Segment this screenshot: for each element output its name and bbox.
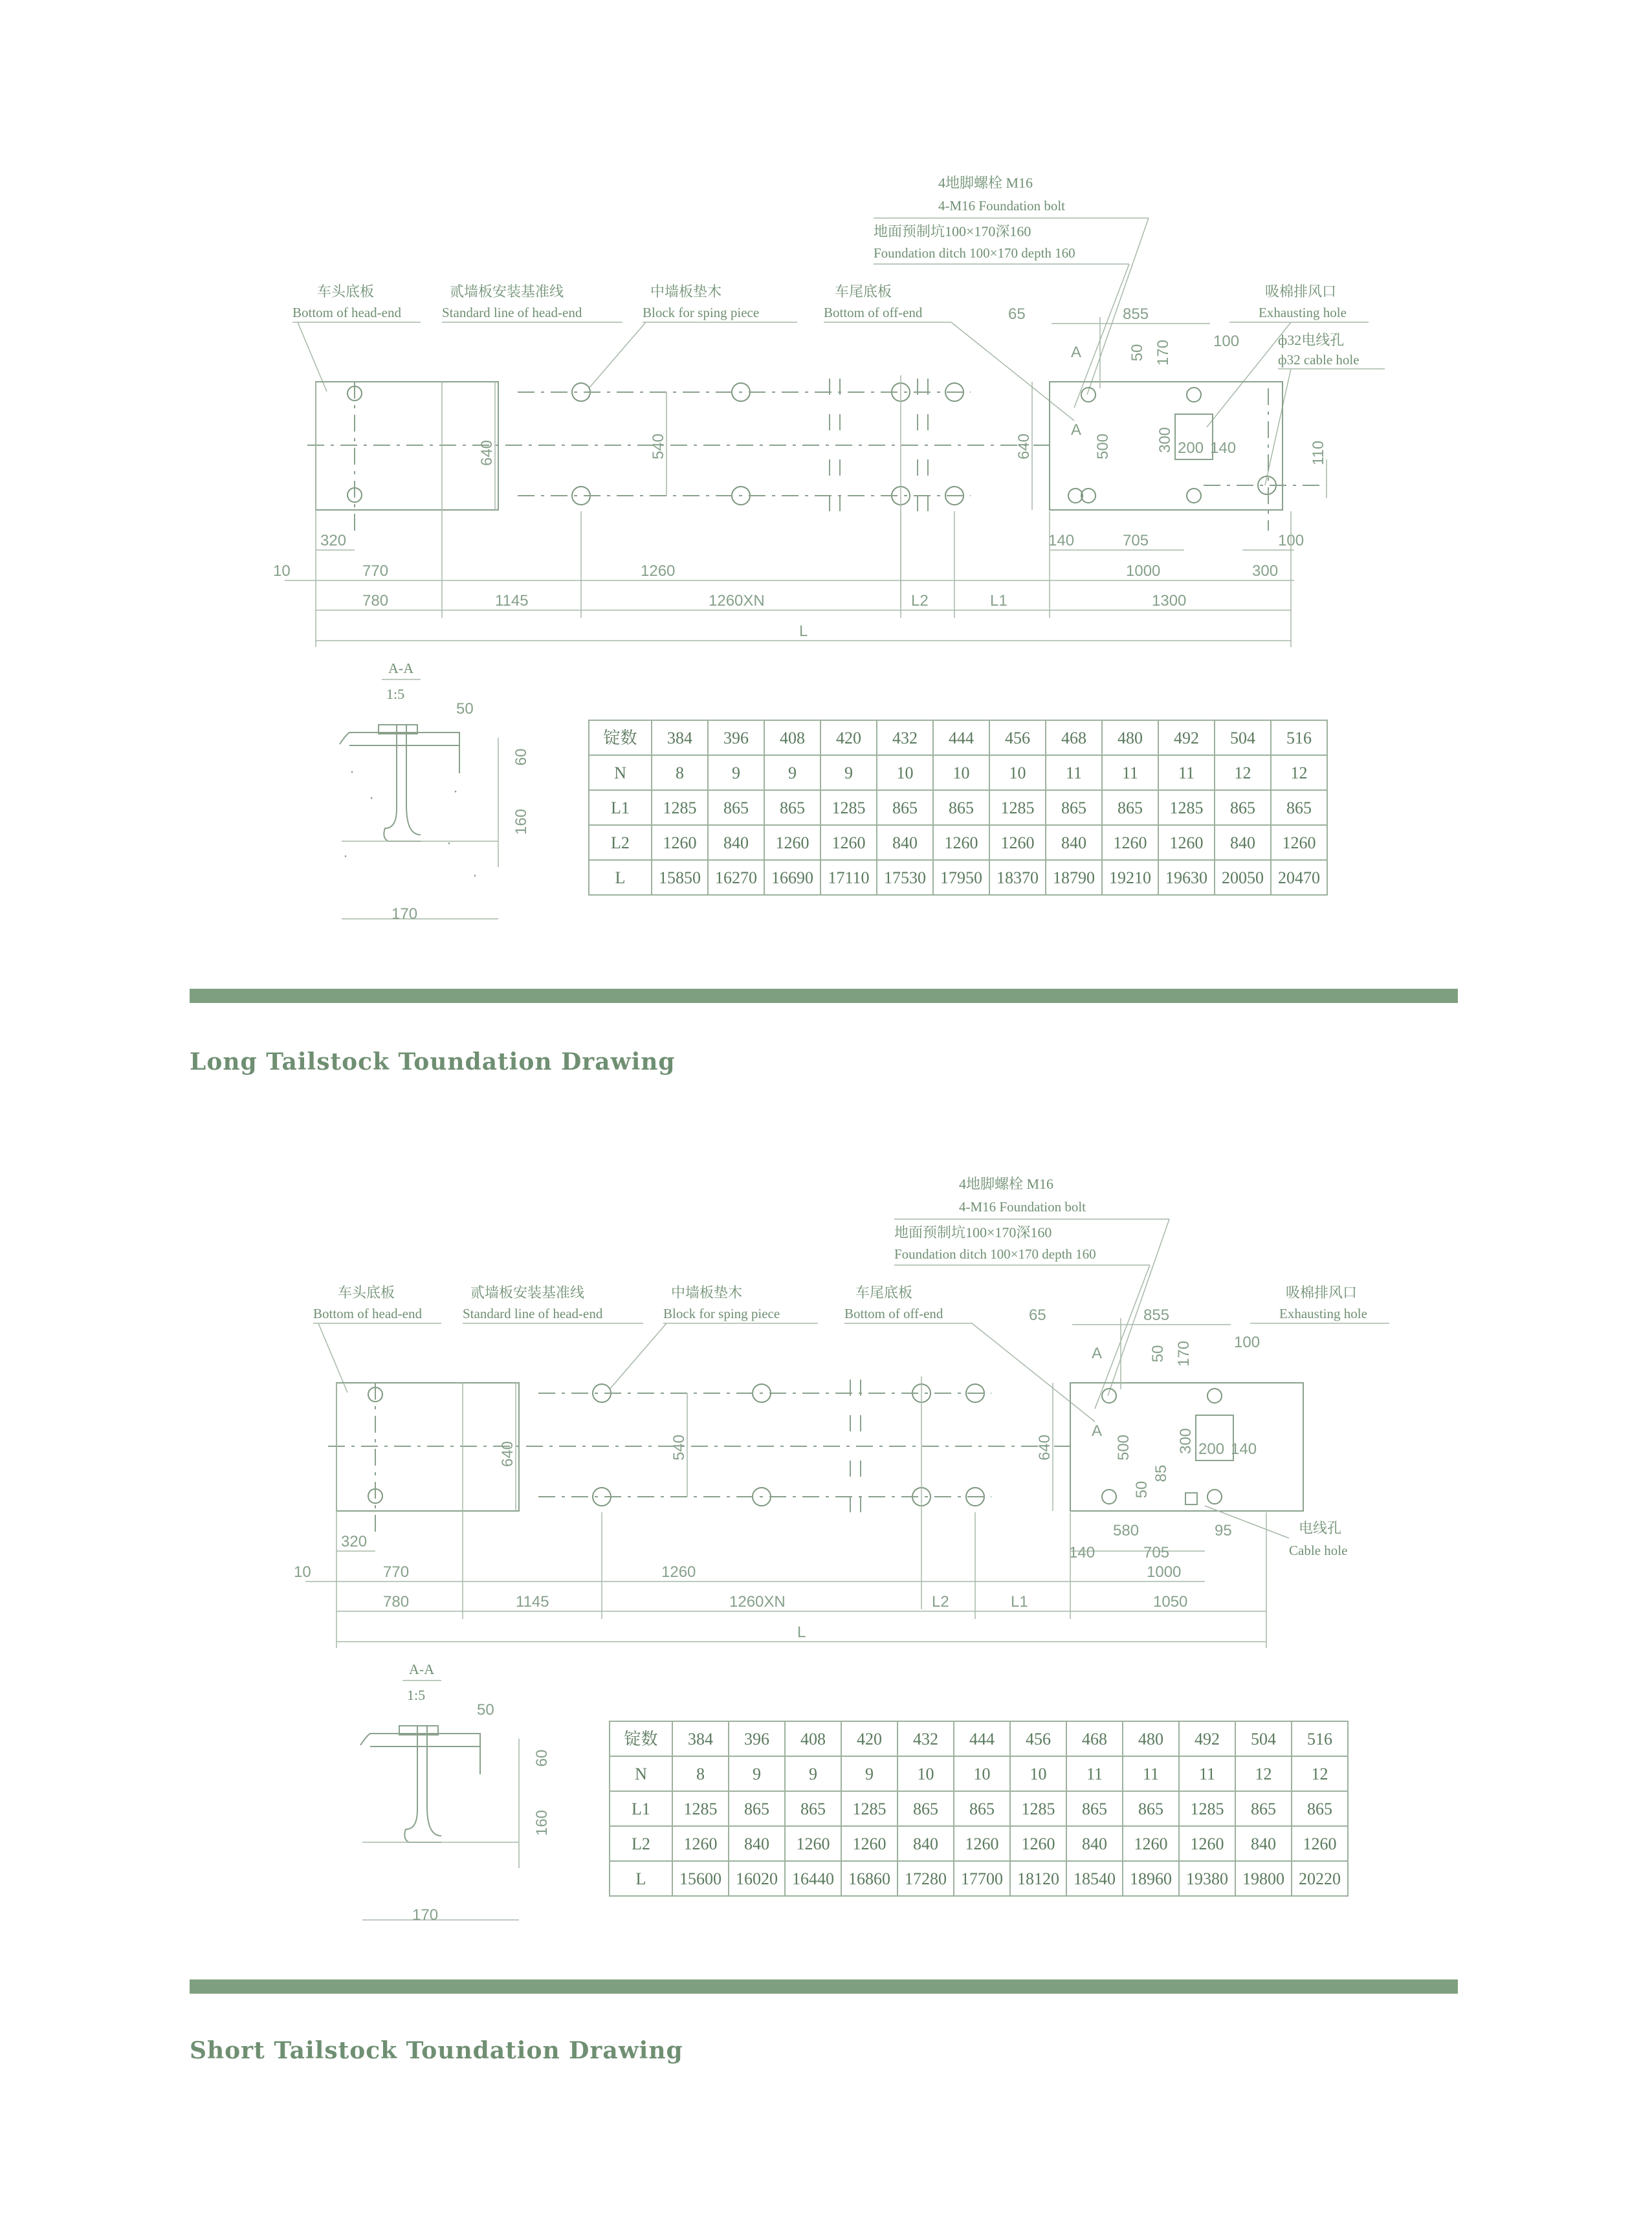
block-label-cn: 中墙板垫木 (650, 283, 722, 300)
table-row-header: 锭数 (624, 1730, 658, 1748)
dim-1260xn: 1260XN (729, 1593, 786, 1611)
long-section-view (340, 660, 530, 923)
table-cell: 18790 (1053, 868, 1095, 887)
table-cell: 865 (1307, 1800, 1332, 1818)
dim-l2: L2 (911, 592, 929, 610)
table-cell: 384 (688, 1730, 713, 1748)
table-cell: 11 (1178, 764, 1195, 782)
table-cell: 516 (1307, 1730, 1332, 1748)
table-cell: 456 (1026, 1730, 1051, 1748)
exh-label-cn: 吸棉排风口 (1265, 283, 1337, 300)
dim-1000: 1000 (1126, 562, 1161, 580)
section-divider-bar (190, 989, 1458, 1003)
table-cell: 420 (836, 729, 861, 747)
dim-705: 705 (1143, 1544, 1170, 1561)
table-cell: 840 (1082, 1835, 1107, 1853)
table-row-header: N (614, 764, 626, 782)
std-label-cn: 贰墙板安装基准线 (470, 1284, 585, 1301)
head-leader-diag (298, 322, 327, 391)
dim-770: 770 (362, 562, 389, 580)
section-scale: 1:5 (407, 1687, 426, 1703)
dim-170: 170 (1175, 1340, 1193, 1367)
table-cell: 18120 (1017, 1869, 1059, 1888)
table-cell: 865 (1251, 1800, 1276, 1818)
table-cell: 1260 (663, 833, 697, 852)
dim-50b: 50 (1133, 1481, 1151, 1499)
table-cell: 1260 (1113, 833, 1147, 852)
dim-500: 500 (1094, 433, 1112, 460)
dim-65: 65 (1029, 1306, 1046, 1324)
dim-l2: L2 (932, 1593, 949, 1611)
head-label-cn: 车头底板 (338, 1284, 395, 1301)
table-cell: 19210 (1109, 868, 1151, 887)
table-cell: 15850 (659, 868, 701, 887)
dim-640: 640 (478, 439, 496, 467)
section-divider-bar (190, 1979, 1458, 1994)
table-cell: 420 (857, 1730, 882, 1748)
dim-1260xn: 1260XN (709, 592, 765, 610)
dim-640-off: 640 (1036, 1434, 1053, 1461)
off-leader-diag (951, 322, 1074, 421)
table-cell: 16020 (736, 1869, 778, 1888)
dim-300b: 300 (1252, 562, 1279, 580)
table-cell: 9 (732, 764, 740, 782)
table-cell: 19380 (1186, 1869, 1228, 1888)
table-cell: 1285 (1190, 1800, 1224, 1818)
table-cell: 468 (1061, 729, 1086, 747)
section-d60: 60 (512, 748, 530, 766)
dim-640: 640 (499, 1440, 516, 1468)
table-cell: 20220 (1299, 1869, 1341, 1888)
table-cell: 10 (1009, 764, 1026, 782)
section-d170: 170 (412, 1906, 439, 1924)
dim-last: 1050 (1153, 1593, 1188, 1611)
table-cell: 12 (1234, 764, 1251, 782)
table-cell: 9 (809, 1765, 817, 1783)
dim-140a: 140 (1210, 439, 1237, 457)
table-cell: 468 (1082, 1730, 1107, 1748)
mark-a2: A (1071, 421, 1082, 439)
dim-140a: 140 (1231, 1440, 1257, 1458)
dim-855: 855 (1143, 1306, 1170, 1324)
std-label-cn: 贰墙板安装基准线 (450, 283, 564, 300)
table-cell: 18540 (1074, 1869, 1116, 1888)
table-cell: 840 (744, 1835, 769, 1853)
table-cell: 1260 (1190, 1835, 1224, 1853)
bolt-label-cn: 4地脚螺栓 M16 (938, 175, 1033, 191)
off-label-en: Bottom of off-end (844, 1306, 943, 1321)
table-cell: 865 (780, 799, 805, 817)
table-cell: 480 (1138, 1730, 1163, 1748)
table-cell: 865 (1082, 1800, 1107, 1818)
svg-text:·: · (369, 789, 374, 806)
table-cell: 444 (969, 1730, 995, 1748)
table-cell: 1285 (852, 1800, 887, 1818)
table-cell: 10 (917, 1765, 934, 1783)
exh-label-en: Exhausting hole (1279, 1306, 1367, 1321)
dim-320: 320 (320, 532, 347, 549)
mark-a2: A (1092, 1422, 1103, 1440)
table-cell: 865 (1286, 799, 1312, 817)
dim-170: 170 (1154, 339, 1172, 366)
dim-300: 300 (1156, 426, 1174, 454)
table-cell: 865 (892, 799, 918, 817)
dim-1000: 1000 (1147, 1563, 1182, 1581)
dim-1260: 1260 (641, 562, 676, 580)
ditch-label-cn: 地面预制坑100×170深160 (874, 223, 1031, 239)
table-row-header: L1 (632, 1800, 650, 1818)
table-cell: 11 (1121, 764, 1139, 782)
short-tailstock-plan (294, 1176, 1389, 1648)
table-cell: 1260 (1169, 833, 1204, 852)
table-cell: 1260 (775, 833, 809, 852)
dim-640-off: 640 (1015, 433, 1033, 460)
table-cell: 16690 (771, 868, 813, 887)
table-cell: 840 (892, 833, 918, 852)
section-d160: 160 (533, 1809, 551, 1836)
bolt-hole (1081, 489, 1096, 503)
table-cell: 12 (1255, 1765, 1272, 1783)
long-tailstock-caption: Long Tailstock Toundation Drawing (190, 1048, 676, 1075)
dim-1145: 1145 (495, 592, 529, 610)
table-cell: 432 (913, 1730, 938, 1748)
ditch-label-cn: 地面预制坑100×170深160 (894, 1224, 1052, 1240)
dim-140b: 140 (1048, 532, 1075, 549)
table-cell: 432 (892, 729, 918, 747)
dim-1260: 1260 (661, 1563, 696, 1581)
table-cell: 480 (1118, 729, 1143, 747)
table-row-header: L (635, 1869, 646, 1888)
dim-540: 540 (670, 1434, 688, 1461)
table-cell: 1285 (683, 1800, 718, 1818)
table-row-header: L2 (632, 1835, 650, 1853)
table-cell: 504 (1251, 1730, 1276, 1748)
exh-label-en: Exhausting hole (1259, 305, 1347, 320)
table-cell: 17700 (961, 1869, 1003, 1888)
table-cell: 396 (744, 1730, 769, 1748)
cable-label-en: ф32 cable hole (1278, 352, 1360, 368)
bolt-label-en: 4-M16 Foundation bolt (959, 1199, 1086, 1215)
table-cell: 865 (949, 799, 974, 817)
table-cell: 840 (1230, 833, 1255, 852)
table-cell: 1260 (796, 1835, 830, 1853)
dim-500: 500 (1115, 1434, 1132, 1461)
table-cell: 1260 (1134, 1835, 1168, 1853)
ditch-label-en: Foundation ditch 100×170 depth 160 (874, 245, 1075, 261)
section-d170: 170 (391, 905, 418, 923)
table-cell: 384 (667, 729, 692, 747)
table-cell: 9 (788, 764, 797, 782)
head-label-en: Bottom of head-end (313, 1306, 422, 1321)
table-cell: 17530 (884, 868, 926, 887)
dim-100a: 100 (1234, 1334, 1261, 1351)
off-label-cn: 车尾底板 (835, 283, 892, 300)
table-cell: 456 (1005, 729, 1030, 747)
table-cell: 12 (1290, 764, 1308, 782)
cable-label-cn: 电线孔 (1299, 1520, 1342, 1536)
table-cell: 492 (1174, 729, 1199, 747)
section-d160: 160 (512, 808, 530, 835)
dim-320: 320 (341, 1533, 368, 1550)
table-cell: 10 (896, 764, 914, 782)
off-label-en: Bottom of off-end (824, 305, 923, 320)
short-tailstock-caption: Short Tailstock Toundation Drawing (190, 2037, 683, 2064)
table-cell: 1260 (683, 1835, 718, 1853)
table-cell: 504 (1230, 729, 1255, 747)
table-cell: 840 (723, 833, 749, 852)
dim-540: 540 (650, 433, 667, 460)
table-cell: 1285 (832, 799, 866, 817)
cable-label-cn: ф32电线孔 (1278, 332, 1345, 348)
dim-705: 705 (1123, 532, 1149, 549)
dim-total-l: L (799, 623, 808, 640)
table-cell: 17280 (905, 1869, 947, 1888)
dim-65: 65 (1008, 305, 1026, 323)
table-cell: 1260 (944, 833, 978, 852)
table-cell: 11 (1086, 1765, 1103, 1783)
table-cell: 865 (913, 1800, 938, 1818)
table-cell: 1260 (965, 1835, 999, 1853)
table-cell: 840 (1251, 1835, 1276, 1853)
section-title: A-A (409, 1661, 435, 1677)
table-cell: 19800 (1242, 1869, 1284, 1888)
dim-100b: 100 (1278, 532, 1305, 549)
section-d50: 50 (456, 700, 474, 718)
table-cell: 1285 (1021, 1800, 1055, 1818)
table-cell: 16860 (848, 1869, 890, 1888)
table-cell: 1285 (1000, 799, 1035, 817)
table-cell: 840 (913, 1835, 938, 1853)
table-cell: 11 (1065, 764, 1083, 782)
std-label-en: Standard line of head-end (442, 305, 582, 320)
short-section-view (360, 1661, 551, 1924)
table-row-header: L2 (611, 833, 630, 852)
table-cell: 1260 (1000, 833, 1035, 852)
svg-text:·: · (472, 866, 478, 884)
table-cell: 444 (949, 729, 974, 747)
exh-label-cn: 吸棉排风口 (1286, 1284, 1358, 1301)
table-cell: 1260 (1303, 1835, 1337, 1853)
dim-50: 50 (1149, 1345, 1167, 1363)
dim-110: 110 (1310, 440, 1327, 466)
bolt-label-en: 4-M16 Foundation bolt (938, 198, 1066, 214)
dim-200: 200 (1198, 1440, 1225, 1458)
mark-a1: A (1092, 1345, 1103, 1362)
block-label-en: Block for sping piece (643, 305, 760, 320)
dim-10: 10 (294, 1563, 311, 1581)
table-cell: 9 (753, 1765, 761, 1783)
table-cell: 865 (1138, 1800, 1163, 1818)
table-cell: 18370 (997, 868, 1039, 887)
table-cell: 1285 (1169, 799, 1204, 817)
head-label-en: Bottom of head-end (292, 305, 401, 320)
table-cell: 10 (953, 764, 970, 782)
table-cell: 865 (969, 1800, 995, 1818)
table-row-header: L1 (611, 799, 630, 817)
section-title: A-A (388, 660, 414, 676)
table-cell: 20050 (1222, 868, 1264, 887)
table-cell: 396 (723, 729, 749, 747)
table-cell: 11 (1198, 1765, 1216, 1783)
dim-85: 85 (1152, 1464, 1170, 1482)
bolt-hole (1068, 489, 1083, 503)
cable-label-en: Cable hole (1289, 1543, 1348, 1558)
table-cell: 9 (844, 764, 853, 782)
table-cell: 840 (1061, 833, 1086, 852)
svg-text:·: · (446, 834, 452, 852)
dim-95: 95 (1215, 1522, 1232, 1539)
ditch-leader-diag (1074, 264, 1129, 408)
dim-580: 580 (1113, 1522, 1140, 1539)
table-cell: 8 (696, 1765, 705, 1783)
table-cell: 1260 (832, 833, 866, 852)
dim-l1: L1 (1011, 1593, 1028, 1611)
table-cell: 19630 (1165, 868, 1207, 887)
table-cell: 865 (723, 799, 749, 817)
section-d60: 60 (533, 1749, 551, 1767)
dim-780: 780 (383, 1593, 410, 1611)
section-scale: 1:5 (386, 686, 405, 702)
dim-total-l: L (797, 1624, 806, 1641)
block-leader-diag (589, 322, 646, 388)
table-cell: 1285 (663, 799, 697, 817)
table-cell: 12 (1311, 1765, 1328, 1783)
table-cell: 18960 (1130, 1869, 1172, 1888)
table-row-header: L (615, 868, 626, 887)
table-cell: 10 (973, 1765, 991, 1783)
dim-300: 300 (1177, 1427, 1195, 1455)
dim-855: 855 (1123, 305, 1149, 323)
table-cell: 865 (1230, 799, 1255, 817)
dim-last: 1300 (1152, 592, 1187, 610)
table-cell: 20470 (1278, 868, 1320, 887)
std-label-en: Standard line of head-end (463, 1306, 603, 1321)
off-label-cn: 车尾底板 (855, 1284, 913, 1301)
table-cell: 15600 (679, 1869, 721, 1888)
bolt-hole (1187, 388, 1201, 402)
cable-hole (1185, 1493, 1197, 1504)
table-cell: 10 (1030, 1765, 1047, 1783)
table-cell: 8 (676, 764, 684, 782)
short-spindle-table (610, 1721, 1348, 1896)
bolt-hole (1187, 489, 1201, 503)
ditch-label-en: Foundation ditch 100×170 depth 160 (894, 1246, 1096, 1262)
dim-140b: 140 (1069, 1544, 1096, 1561)
dim-780: 780 (362, 592, 389, 610)
table-cell: 17950 (940, 868, 982, 887)
table-cell: 1260 (1282, 833, 1316, 852)
head-label-cn: 车头底板 (317, 283, 375, 300)
table-cell: 16440 (792, 1869, 834, 1888)
dim-1145: 1145 (516, 1593, 549, 1611)
table-cell: 865 (1118, 799, 1143, 817)
dim-50: 50 (1129, 344, 1146, 362)
table-cell: 865 (800, 1800, 826, 1818)
table-cell: 865 (1061, 799, 1086, 817)
table-cell: 865 (744, 1800, 769, 1818)
table-cell: 1260 (852, 1835, 887, 1853)
block-label-en: Block for sping piece (663, 1306, 780, 1321)
block-label-cn: 中墙板垫木 (671, 1284, 743, 1301)
dim-10: 10 (273, 562, 291, 580)
dim-200: 200 (1178, 439, 1204, 457)
long-tailstock-plan (273, 175, 1385, 647)
table-cell: 17110 (828, 868, 870, 887)
mark-a1: A (1071, 344, 1082, 361)
section-d50: 50 (477, 1701, 494, 1719)
long-spindle-table (589, 720, 1327, 895)
table-cell: 492 (1195, 1730, 1220, 1748)
svg-text:·: · (453, 782, 458, 800)
table-cell: 11 (1142, 1765, 1160, 1783)
dim-100a: 100 (1213, 333, 1240, 350)
table-row-header: 锭数 (603, 729, 637, 747)
table-row-header: N (635, 1765, 647, 1783)
table-cell: 516 (1286, 729, 1312, 747)
dim-l1: L1 (990, 592, 1008, 610)
table-cell: 408 (800, 1730, 826, 1748)
table-cell: 408 (780, 729, 805, 747)
bolt-label-cn: 4地脚螺栓 M16 (959, 1176, 1054, 1192)
svg-text:·: · (343, 847, 348, 865)
svg-text:·: · (349, 763, 355, 780)
table-cell: 1260 (1021, 1835, 1055, 1853)
dim-770: 770 (383, 1563, 410, 1581)
table-cell: 9 (865, 1765, 874, 1783)
table-cell: 16270 (715, 868, 757, 887)
